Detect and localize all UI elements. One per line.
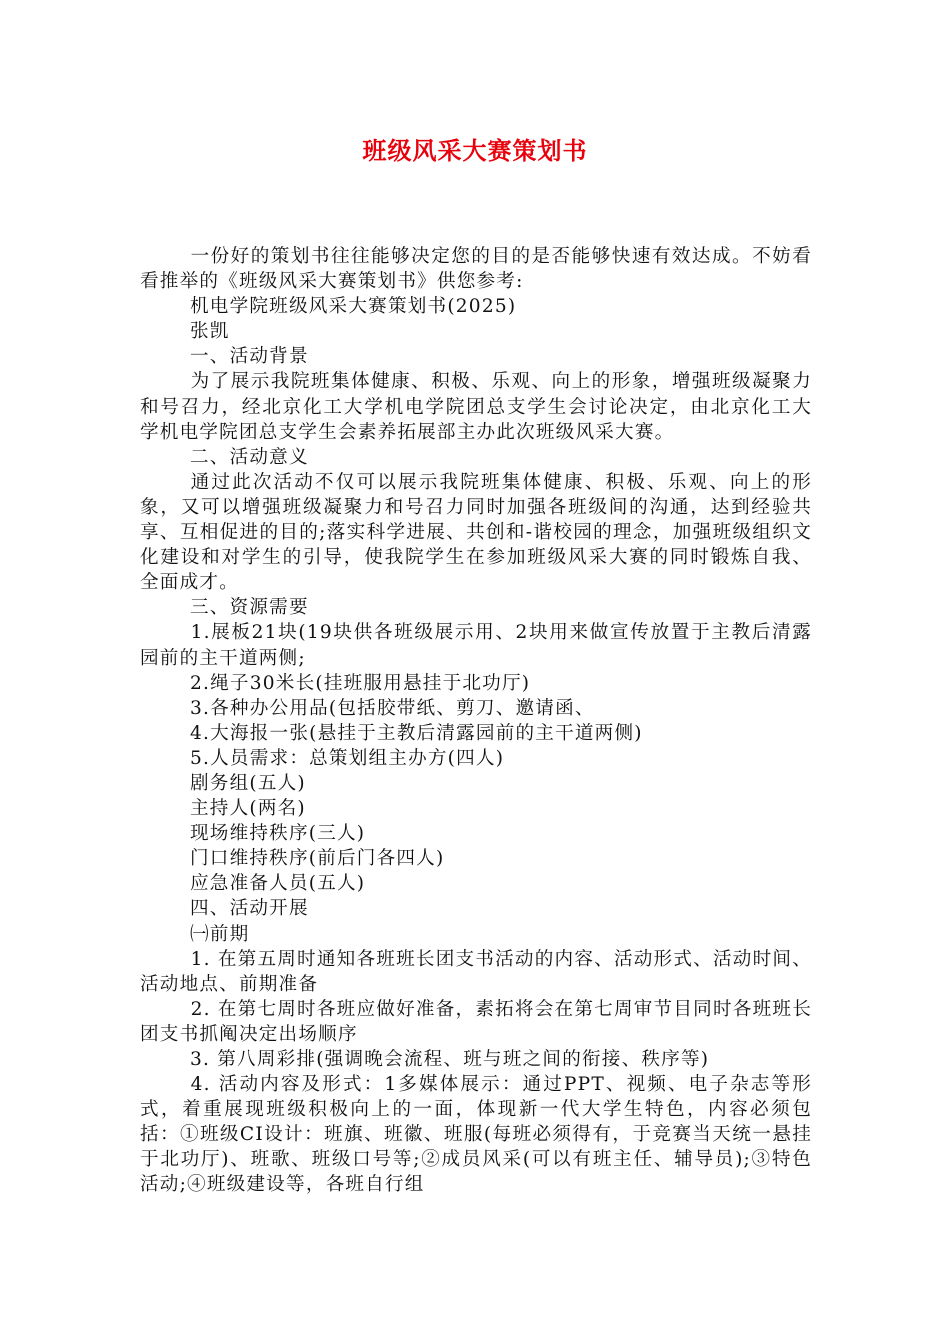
body-paragraph: 一份好的策划书往往能够决定您的目的是否能够快速有效达成。不妨看看推举的《班级风采大赛策划书》供您参考: [140, 246, 812, 293]
body-line: 二、活动意义 [190, 446, 309, 468]
body-paragraph: 1.展板21块(19块供各班级展示用、2块用来做宣传放置于主教后清露园前的主干道两侧; [140, 622, 812, 669]
body-line: 主持人(两名) [190, 798, 306, 820]
body-line: 4.大海报一张(悬挂于主教后清露园前的主干道两侧) [190, 722, 643, 744]
body-paragraph: 2. 在第七周时各班应做好准备，素拓将会在第七周审节目同时各班班长团支书抓阄决定出场顺序 [140, 998, 812, 1045]
body-line: 3.各种办公用品(包括胶带纸、剪刀、邀请函、 [190, 697, 595, 719]
body-line: 3. 第八周彩排(强调晚会流程、班与班之间的衔接、秩序等) [190, 1049, 710, 1070]
body-line: ㈠前期 [190, 923, 250, 945]
body-line: 一、活动背景 [190, 346, 309, 368]
body-line: 机电学院班级风采大赛策划书(2025) [190, 296, 517, 318]
body-paragraph: 为了展示我院班集体健康、积极、乐观、向上的形象，增强班级凝聚力和号召力，经北京化工大学机电学院团总支学生会讨论决定，由北京化工大学机电学院团总支学生会素养拓展部主办此次班级风采大赛。 [140, 371, 812, 443]
body-line: 应急准备人员(五人) [190, 873, 366, 895]
body-line: 三、资源需要 [190, 597, 309, 619]
body-line: 5.人员需求：总策划组主办方(四人) [190, 747, 505, 769]
body-line: 剧务组(五人) [190, 772, 306, 794]
body-paragraph: 4. 活动内容及形式：1多媒体展示：通过PPT、视频、电子杂志等形式，着重展现班级积极向上的一面，体现新一代大学生特色，内容必须包括：①班级CI设计：班旗、班徽、班服(每班必须得有，于竞赛当天统一悬挂于北功厅)、班歌、班级口号等;②成员风采(可以有班主任、辅导员);③特色活动;④班级建设等，各班自行组 [140, 1074, 812, 1196]
body-paragraph: 通过此次活动不仅可以展示我院班集体健康、积极、乐观、向上的形象，又可以增强班级凝聚力和号召力同时加强各班级间的沟通，达到经验共享、互相促进的目的;落实科学进展、共创和-谐校园的理念，加强班级组织文化建设和对学生的引导，使我院学生在参加班级风采大赛的同时锻炼自我、全面成才。 [140, 471, 812, 594]
body-paragraph: 1. 在第五周时通知各班班长团支书活动的内容、活动形式、活动时间、活动地点、前期准备 [140, 948, 812, 995]
body-line: 四、活动开展 [190, 898, 309, 920]
document-title: 班级风采大赛策划书 [362, 137, 588, 165]
body-line: 现场维持秩序(三人) [190, 823, 366, 845]
document-body [140, 244, 812, 1198]
body-line: 2.绳子30米长(挂班服用悬挂于北功厅) [190, 672, 531, 694]
body-line: 张凯 [190, 321, 230, 343]
body-line: 门口维持秩序(前后门各四人) [190, 848, 445, 870]
